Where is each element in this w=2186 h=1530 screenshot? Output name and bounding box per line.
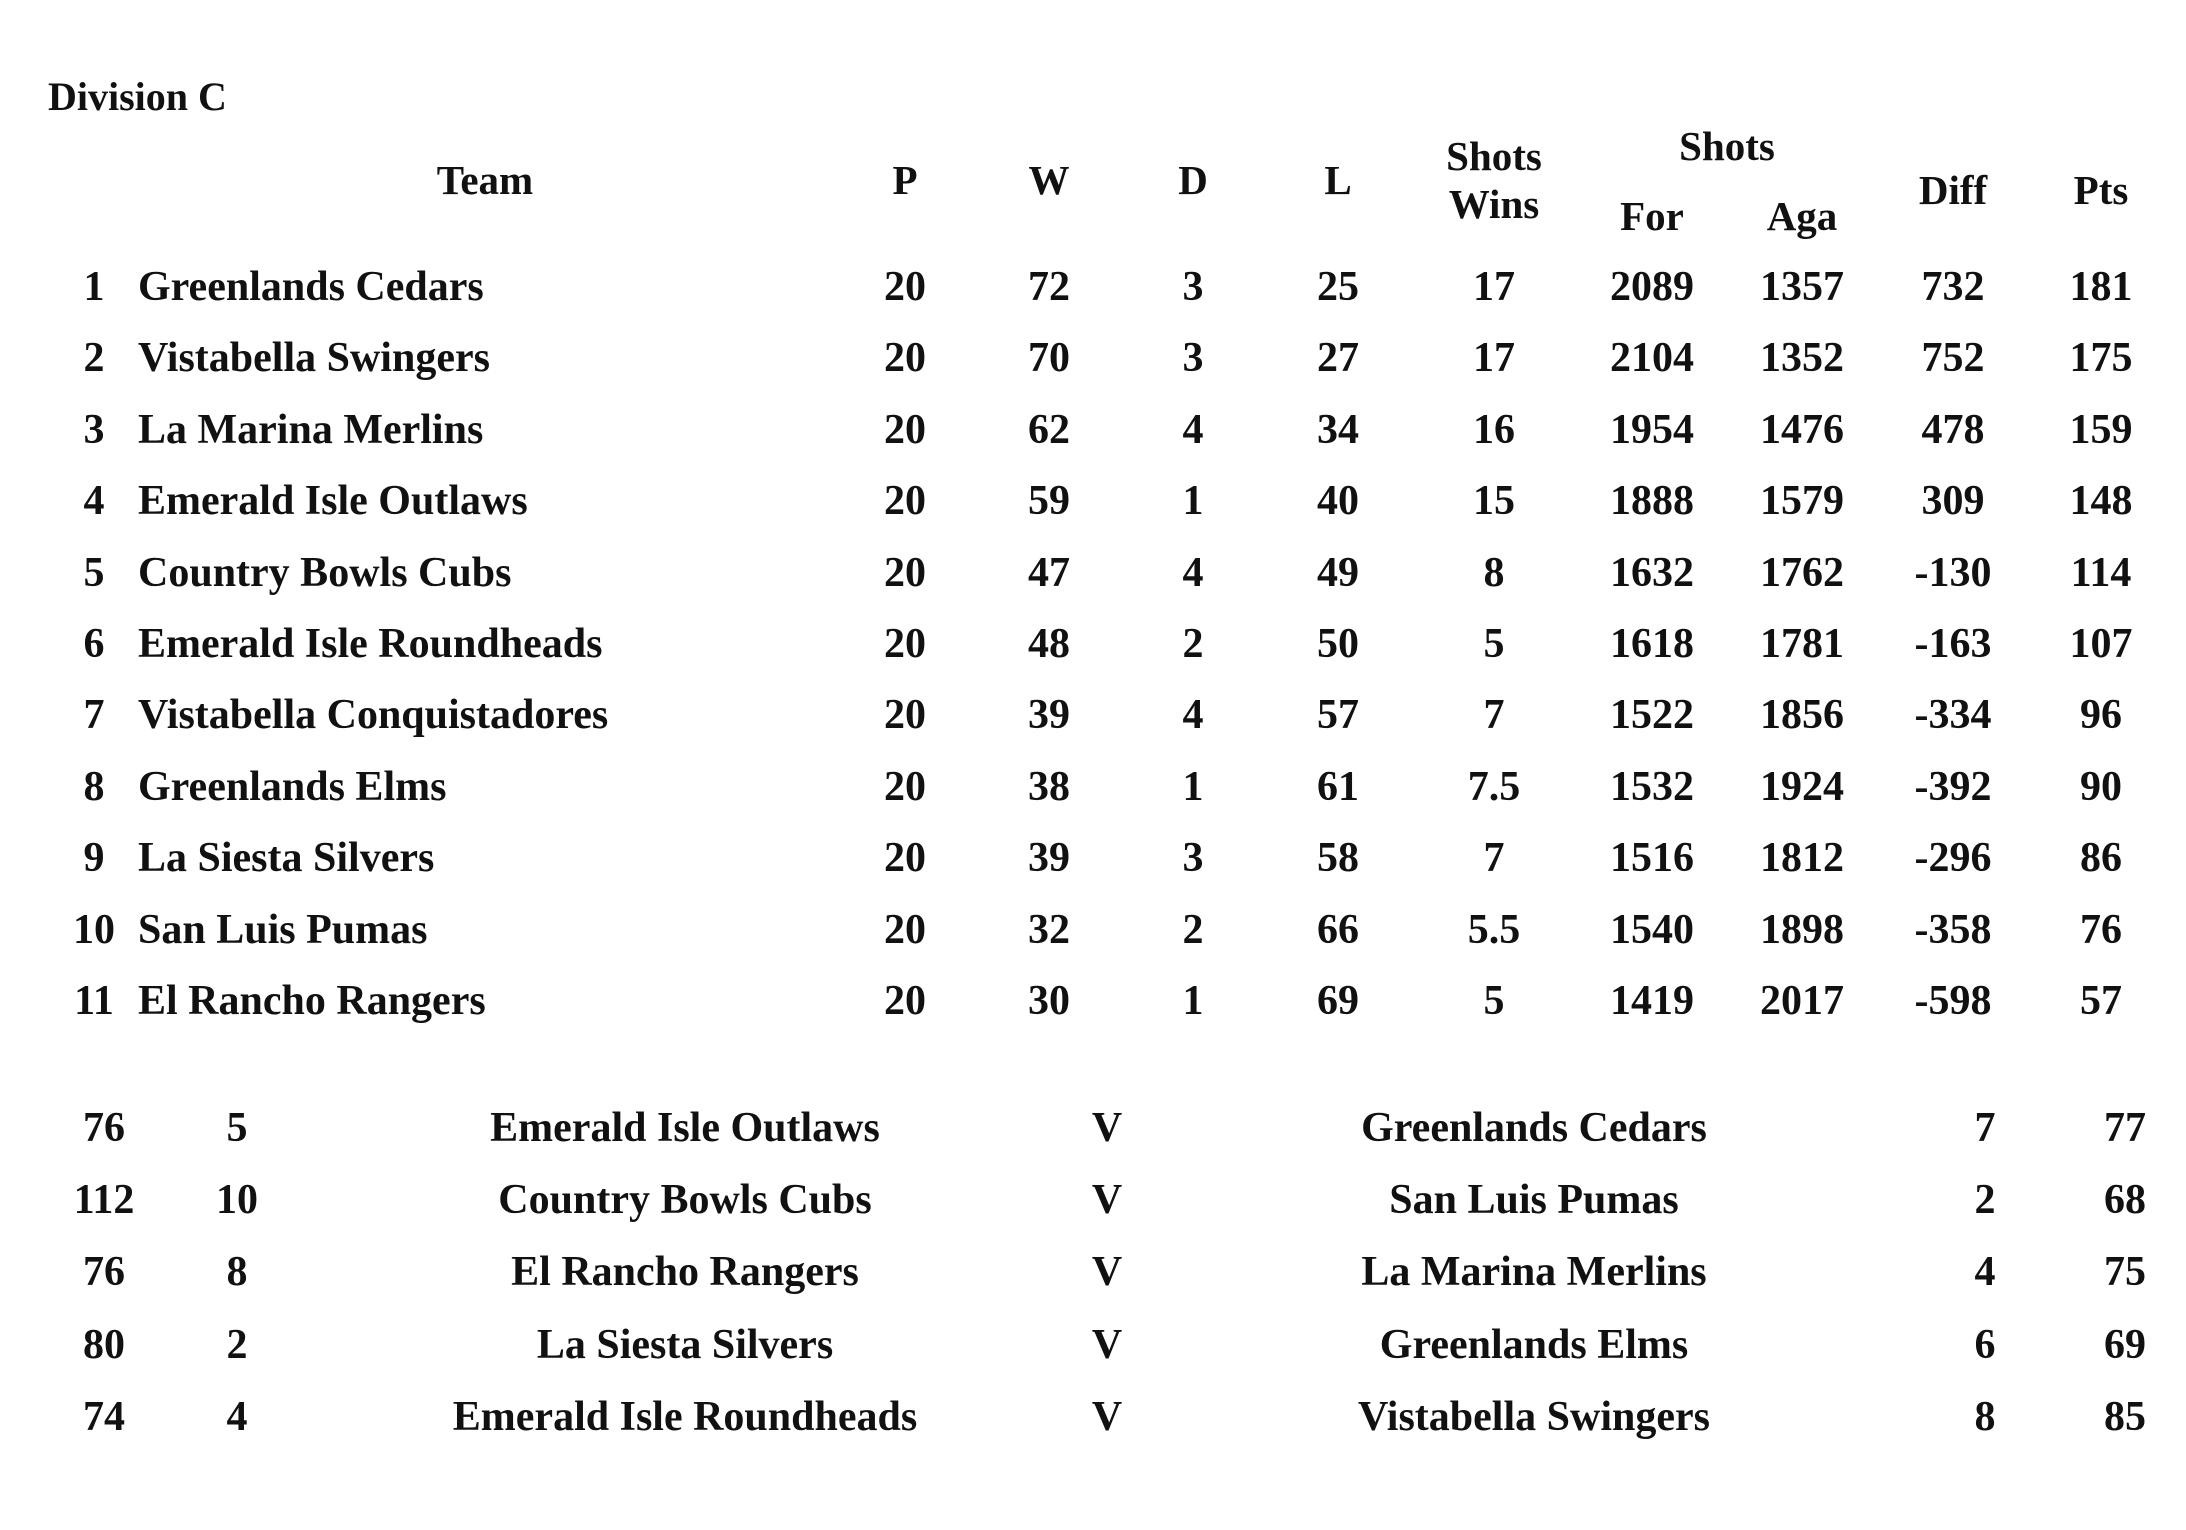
row-diff: 752 — [1921, 335, 1985, 382]
fixture-row — [0, 1310, 2186, 1380]
row-points: 114 — [2070, 549, 2132, 596]
row-shots-against: 1781 — [1760, 621, 1844, 667]
row-won: 70 — [1028, 335, 1070, 382]
row-shots-wins: 16 — [1473, 406, 1515, 453]
row-shots-against: 1579 — [1760, 478, 1844, 525]
row-shots-wins: 7 — [1483, 692, 1505, 739]
row-won: 32 — [1028, 906, 1070, 953]
row-position: 5 — [83, 549, 105, 596]
row-drawn: 2 — [1182, 906, 1204, 953]
table-row — [0, 466, 2186, 536]
row-shots-wins: 17 — [1473, 264, 1515, 310]
fixture-home-points: 4 — [226, 1393, 248, 1440]
row-position: 8 — [83, 763, 105, 810]
row-position: 7 — [83, 692, 105, 739]
row-diff: 732 — [1921, 264, 1985, 310]
row-lost: 61 — [1317, 763, 1359, 810]
fixture-home-shots: 112 — [73, 1177, 135, 1224]
fixture-home-points: 8 — [226, 1249, 248, 1296]
row-position: 2 — [83, 335, 105, 382]
row-shots-wins: 7.5 — [1467, 763, 1521, 810]
row-won: 62 — [1028, 406, 1070, 453]
header-shots-for: For — [1620, 193, 1684, 239]
fixture-away-team: Greenlands Elms — [1379, 1321, 1689, 1368]
fixture-away-team: Vistabella Swingers — [1358, 1393, 1710, 1440]
row-lost: 49 — [1317, 549, 1359, 596]
row-won: 72 — [1028, 264, 1070, 310]
fixture-home-shots: 80 — [83, 1321, 125, 1368]
row-team-name: San Luis Pumas — [138, 906, 428, 953]
row-diff: -130 — [1914, 549, 1992, 596]
row-played: 20 — [884, 835, 926, 882]
row-diff: -296 — [1914, 835, 1992, 882]
row-won: 48 — [1028, 621, 1070, 667]
table-row — [0, 752, 2186, 822]
table-row — [0, 252, 2186, 322]
row-position: 4 — [83, 478, 105, 525]
division-title: Division C — [48, 74, 227, 119]
row-shots-against: 1352 — [1760, 335, 1844, 382]
row-played: 20 — [884, 264, 926, 310]
row-points: 148 — [2069, 478, 2133, 525]
header-diff: Diff — [1918, 167, 1988, 213]
row-team-name: Vistabella Conquistadores — [138, 692, 609, 739]
row-shots-wins: 15 — [1473, 478, 1515, 525]
row-position: 1 — [83, 264, 105, 310]
fixture-away-points: 6 — [1974, 1321, 1996, 1368]
row-lost: 57 — [1317, 692, 1359, 739]
fixture-row — [0, 1093, 2186, 1163]
row-shots-for: 2089 — [1610, 264, 1694, 310]
row-team-name: La Marina Merlins — [138, 406, 484, 453]
table-row — [0, 823, 2186, 893]
header-won: W — [1028, 157, 1070, 203]
header-lost: L — [1324, 157, 1352, 203]
fixture-home-team: Emerald Isle Roundheads — [452, 1393, 918, 1440]
row-shots-wins: 5 — [1483, 621, 1505, 667]
row-lost: 66 — [1317, 906, 1359, 953]
fixture-away-points: 8 — [1974, 1393, 1996, 1440]
row-shots-for: 1540 — [1610, 906, 1694, 953]
row-shots-for: 1522 — [1610, 692, 1694, 739]
row-points: 90 — [2080, 763, 2122, 810]
row-diff: -163 — [1914, 621, 1992, 667]
row-played: 20 — [884, 978, 926, 1024]
row-shots-for: 1618 — [1610, 621, 1694, 667]
table-row — [0, 680, 2186, 750]
fixture-home-shots: 76 — [83, 1105, 125, 1151]
table-row — [0, 538, 2186, 608]
row-team-name: El Rancho Rangers — [138, 978, 486, 1024]
row-drawn: 3 — [1182, 264, 1204, 310]
row-shots-for: 1516 — [1610, 835, 1694, 882]
fixture-away-shots: 85 — [2104, 1393, 2146, 1440]
fixture-home-team: Emerald Isle Outlaws — [490, 1105, 880, 1151]
row-team-name: Vistabella Swingers — [138, 335, 490, 382]
row-points: 159 — [2069, 406, 2133, 453]
row-lost: 27 — [1317, 335, 1359, 382]
row-diff: 309 — [1921, 478, 1985, 525]
row-points: 181 — [2069, 264, 2133, 310]
row-shots-against: 2017 — [1760, 978, 1844, 1024]
fixture-away-shots: 77 — [2104, 1105, 2146, 1151]
row-lost: 50 — [1317, 621, 1359, 667]
row-drawn: 3 — [1182, 835, 1204, 882]
row-played: 20 — [884, 763, 926, 810]
row-position: 3 — [83, 406, 105, 453]
row-won: 39 — [1028, 835, 1070, 882]
header-points: Pts — [2073, 167, 2129, 213]
fixture-row — [0, 1237, 2186, 1307]
row-played: 20 — [884, 478, 926, 525]
row-diff: 478 — [1921, 406, 1985, 453]
row-drawn: 1 — [1182, 763, 1204, 810]
row-shots-against: 1898 — [1760, 906, 1844, 953]
row-shots-against: 1924 — [1760, 763, 1844, 810]
fixture-home-team: Country Bowls Cubs — [498, 1177, 872, 1224]
row-shots-for: 1532 — [1610, 763, 1694, 810]
row-drawn: 1 — [1182, 978, 1204, 1024]
row-played: 20 — [884, 549, 926, 596]
fixture-home-points: 2 — [226, 1321, 248, 1368]
fixture-versus: V — [1091, 1249, 1123, 1296]
row-shots-for: 1888 — [1610, 478, 1694, 525]
row-drawn: 4 — [1182, 549, 1204, 596]
table-row — [0, 323, 2186, 393]
fixture-away-team: Greenlands Cedars — [1361, 1105, 1707, 1151]
fixture-versus: V — [1091, 1321, 1123, 1368]
header-drawn: D — [1178, 157, 1208, 203]
row-played: 20 — [884, 906, 926, 953]
row-shots-against: 1476 — [1760, 406, 1844, 453]
row-lost: 40 — [1317, 478, 1359, 525]
row-team-name: La Siesta Silvers — [138, 835, 435, 882]
row-lost: 34 — [1317, 406, 1359, 453]
row-diff: -598 — [1914, 978, 1992, 1024]
row-drawn: 4 — [1182, 692, 1204, 739]
table-row — [0, 895, 2186, 965]
row-shots-wins: 5.5 — [1467, 906, 1521, 953]
row-shots-wins: 17 — [1473, 335, 1515, 382]
header-played: P — [892, 157, 918, 203]
row-shots-against: 1762 — [1760, 549, 1844, 596]
row-won: 47 — [1028, 549, 1070, 596]
row-won: 30 — [1028, 978, 1070, 1024]
fixture-home-shots: 76 — [83, 1249, 125, 1296]
header-shots-wins-line1: Shots — [1446, 133, 1542, 179]
row-drawn: 1 — [1182, 478, 1204, 525]
fixture-away-team: San Luis Pumas — [1389, 1177, 1679, 1224]
fixture-home-points: 10 — [216, 1177, 258, 1224]
fixture-away-points: 7 — [1974, 1105, 1996, 1151]
row-diff: -334 — [1914, 692, 1992, 739]
row-position: 11 — [74, 978, 114, 1024]
fixture-versus: V — [1091, 1105, 1123, 1151]
fixture-away-shots: 69 — [2104, 1321, 2146, 1368]
row-shots-wins: 8 — [1483, 549, 1505, 596]
row-team-name: Emerald Isle Outlaws — [138, 478, 528, 525]
header-shots-against: Aga — [1766, 193, 1838, 239]
row-played: 20 — [884, 406, 926, 453]
row-position: 10 — [73, 906, 115, 953]
row-team-name: Emerald Isle Roundheads — [138, 621, 603, 667]
row-lost: 58 — [1317, 835, 1359, 882]
row-shots-for: 2104 — [1610, 335, 1694, 382]
row-shots-against: 1812 — [1760, 835, 1844, 882]
row-team-name: Greenlands Cedars — [138, 264, 484, 310]
fixture-away-points: 4 — [1974, 1249, 1996, 1296]
row-shots-wins: 5 — [1483, 978, 1505, 1024]
row-won: 38 — [1028, 763, 1070, 810]
row-shots-for: 1954 — [1610, 406, 1694, 453]
row-shots-wins: 7 — [1483, 835, 1505, 882]
header-shots-wins-line2: Wins — [1448, 181, 1540, 227]
fixture-row — [0, 1382, 2186, 1452]
header-team: Team — [436, 157, 534, 203]
header-shots-group: Shots — [1679, 123, 1775, 169]
row-lost: 69 — [1317, 978, 1359, 1024]
row-diff: -392 — [1914, 763, 1992, 810]
row-shots-against: 1856 — [1760, 692, 1844, 739]
row-position: 6 — [83, 621, 105, 667]
fixture-away-team: La Marina Merlins — [1361, 1249, 1707, 1296]
row-won: 39 — [1028, 692, 1070, 739]
row-team-name: Country Bowls Cubs — [138, 549, 512, 596]
row-shots-against: 1357 — [1760, 264, 1844, 310]
row-points: 76 — [2080, 906, 2122, 953]
table-row — [0, 395, 2186, 465]
row-points: 86 — [2080, 835, 2122, 882]
row-diff: -358 — [1914, 906, 1992, 953]
row-team-name: Greenlands Elms — [138, 763, 447, 810]
row-points: 96 — [2080, 692, 2122, 739]
row-points: 175 — [2069, 335, 2133, 382]
fixture-home-team: La Siesta Silvers — [536, 1321, 834, 1368]
fixture-versus: V — [1091, 1393, 1123, 1440]
row-points: 57 — [2080, 978, 2122, 1024]
row-played: 20 — [884, 335, 926, 382]
row-position: 9 — [83, 835, 105, 882]
table-row — [0, 609, 2186, 679]
row-points: 107 — [2069, 621, 2133, 667]
row-shots-for: 1632 — [1610, 549, 1694, 596]
fixture-away-shots: 75 — [2104, 1249, 2146, 1296]
row-played: 20 — [884, 621, 926, 667]
row-played: 20 — [884, 692, 926, 739]
row-shots-for: 1419 — [1610, 978, 1694, 1024]
fixture-row — [0, 1165, 2186, 1235]
fixture-away-shots: 68 — [2104, 1177, 2146, 1224]
table-row — [0, 966, 2186, 1036]
fixture-versus: V — [1091, 1177, 1123, 1224]
fixture-away-points: 2 — [1974, 1177, 1996, 1224]
row-drawn: 3 — [1182, 335, 1204, 382]
fixture-home-points: 5 — [226, 1105, 248, 1151]
row-won: 59 — [1028, 478, 1070, 525]
row-lost: 25 — [1317, 264, 1359, 310]
fixture-home-shots: 74 — [83, 1393, 125, 1440]
row-drawn: 4 — [1182, 406, 1204, 453]
row-drawn: 2 — [1182, 621, 1204, 667]
fixture-home-team: El Rancho Rangers — [511, 1249, 859, 1296]
